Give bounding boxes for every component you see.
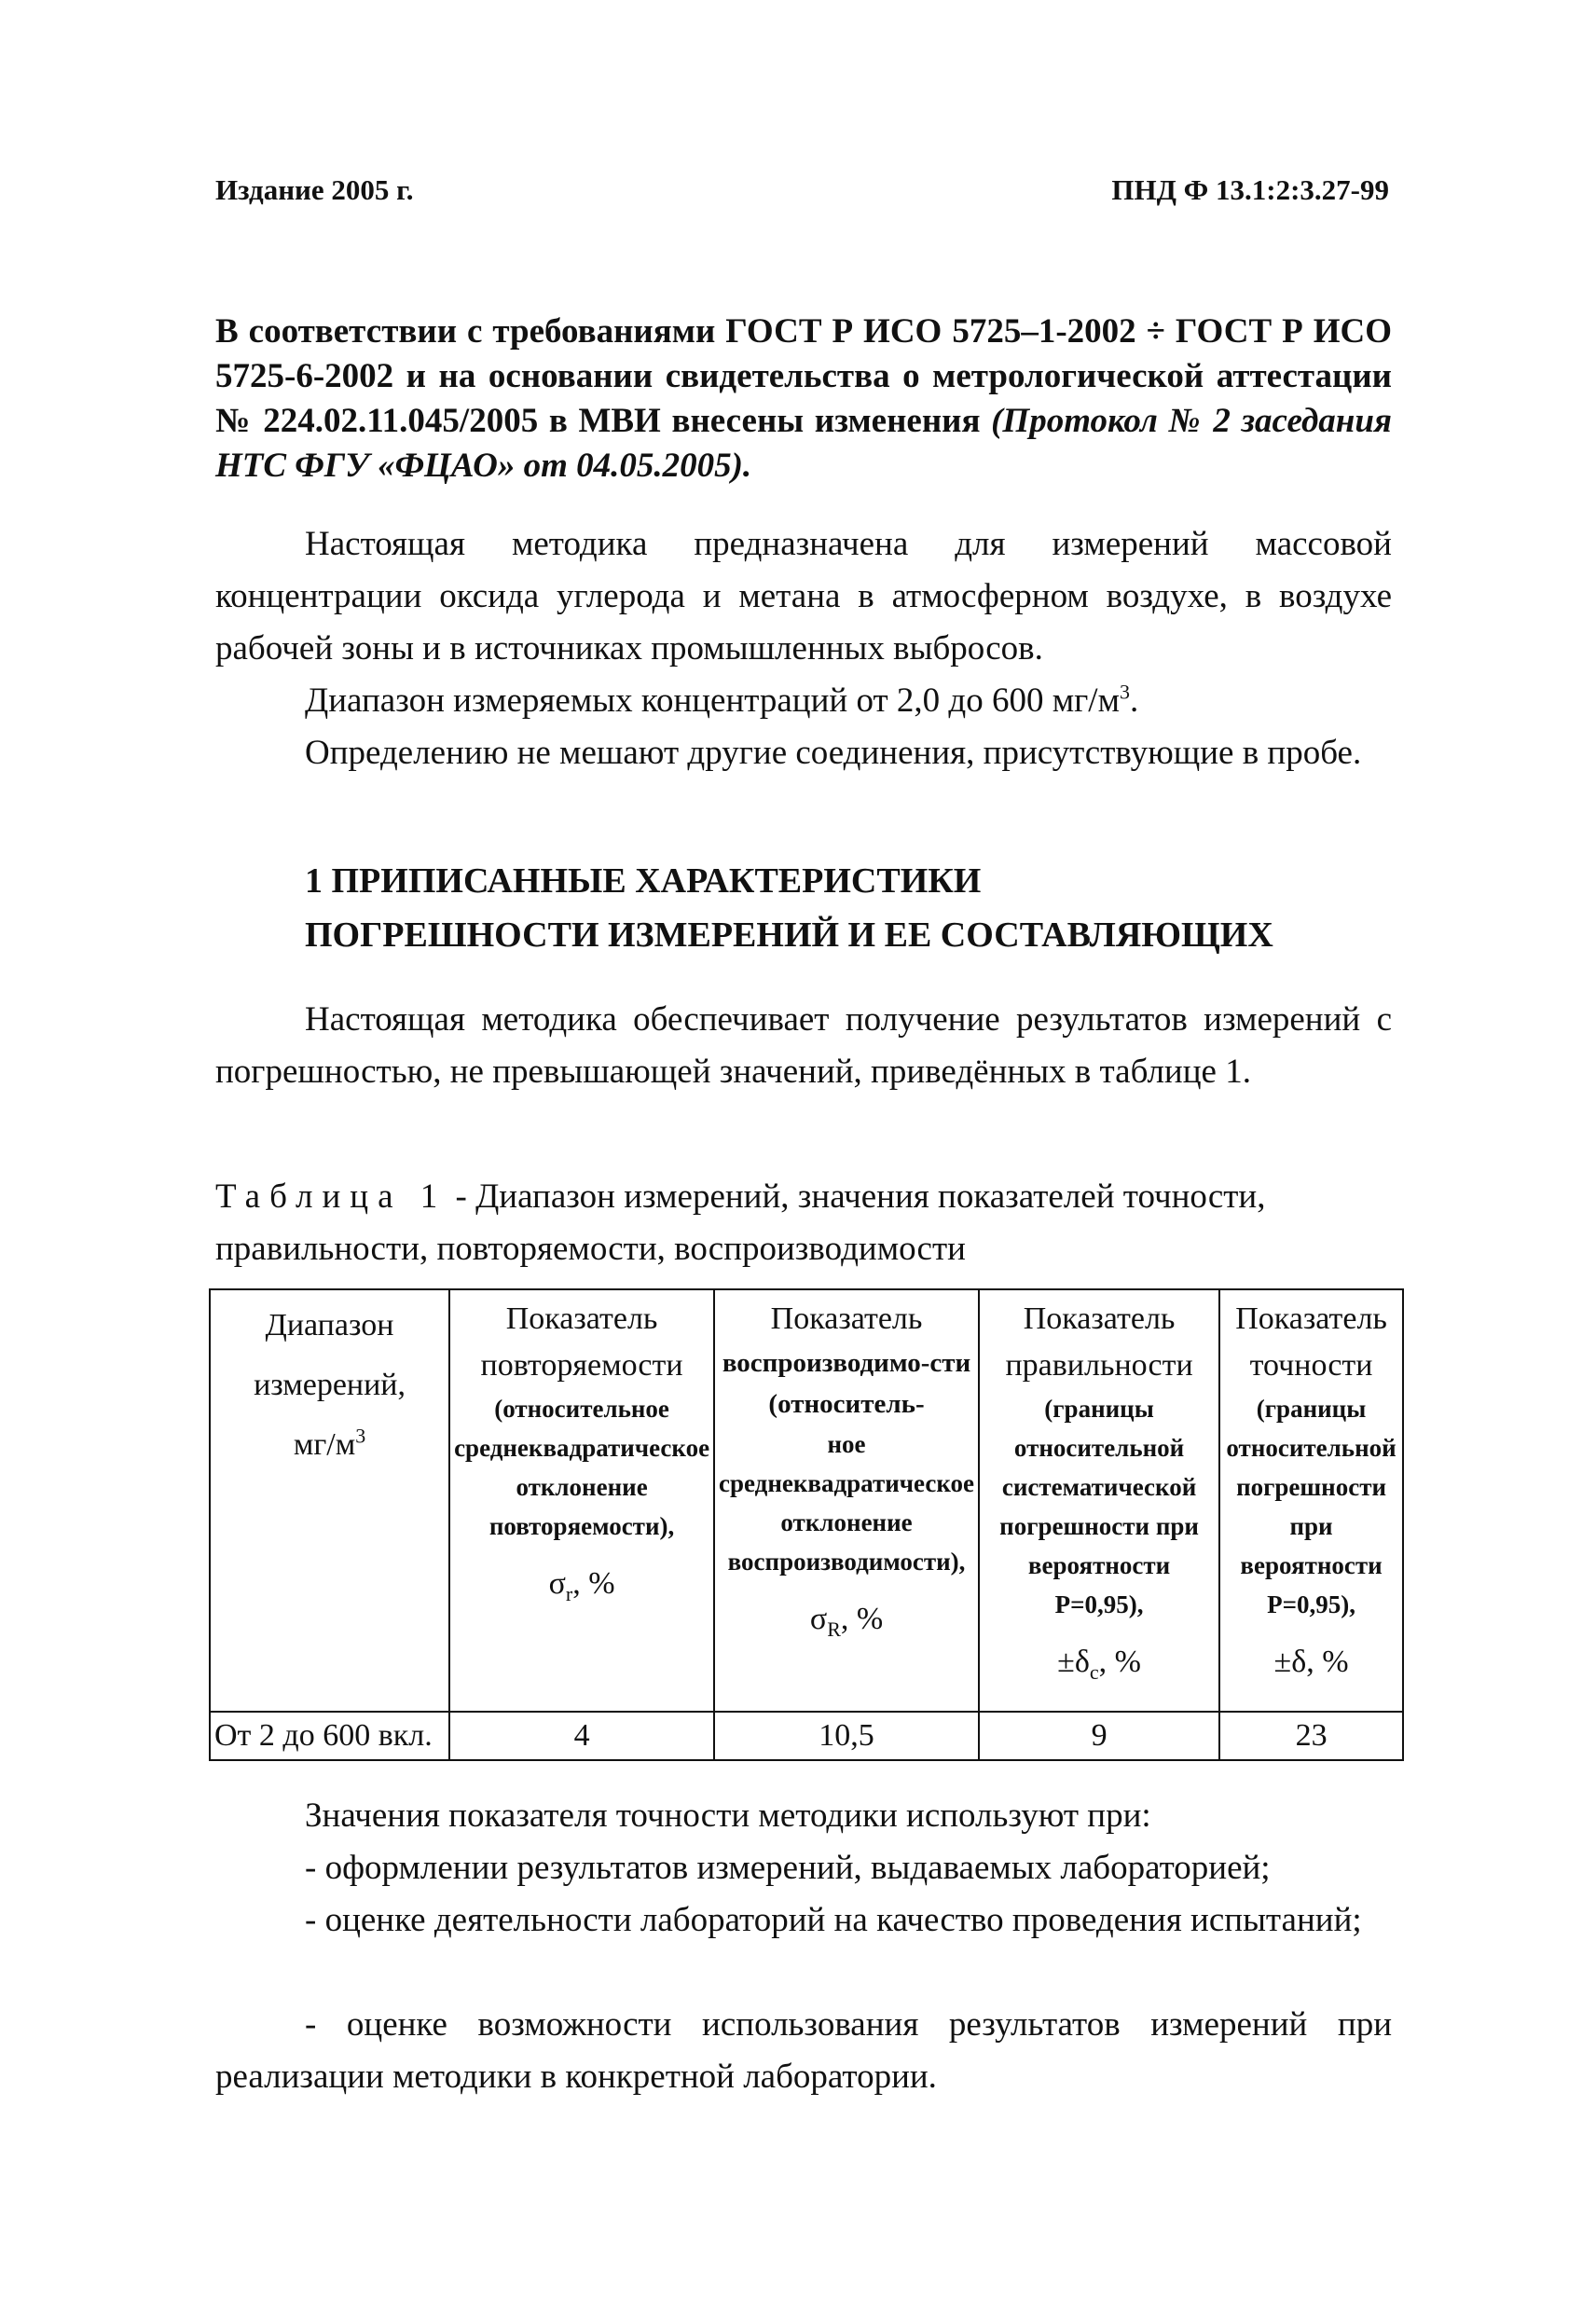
usage-item-1: - оформлении результатов измерений, выдаваемых лабораторией;	[305, 1849, 1271, 1887]
section-1-paragraph: Настоящая методика обеспечивает получение результатов измерений с погрешностью, не превышающей значений, приведённых в таблице 1.	[215, 1000, 1392, 1091]
header-range-line2: измерений,	[254, 1368, 406, 1402]
table-1-header-row	[210, 1289, 1403, 1712]
section-1-heading-line2: ПОГРЕШНОСТИ ИЗМЕРЕНИЙ И ЕЕ СОСТАВЛЯЮЩИХ	[305, 916, 1273, 955]
header-accuracy-symbol	[1224, 1639, 1398, 1696]
header-reproducibility-line2: воспроизводимо-сти (относитель-	[722, 1348, 971, 1419]
header-repeatability-symbol	[454, 1561, 709, 1618]
range-text: Диапазон измеряемых концентраций от 2,0 до 600 мг/м	[305, 682, 1120, 720]
header-reproducibility-detail: ное среднеквадратическое отклонение воспроизводимости),	[719, 1430, 975, 1576]
header-range-line1: Диапазон	[265, 1308, 394, 1342]
header-range	[210, 1289, 449, 1712]
table-1-caption-label: Таблица 1	[215, 1177, 447, 1216]
percent-unit: , %	[1098, 1645, 1141, 1679]
table-cell-trueness: 9	[979, 1712, 1219, 1760]
header-reproducibility-line1: Показатель	[770, 1301, 923, 1336]
header-accuracy-detail: (границы относительной погрешности при вероятности Р=0,95),	[1226, 1395, 1396, 1618]
table-1	[209, 1288, 1404, 1761]
amendment-text: В соответствии с требованиями ГОСТ Р ИСО 5725–1-2002 ÷ ГОСТ Р ИСО 5725-6-2002 и на основании свидетельства о метрологической аттестации № 224.02.11.045/2005 в МВИ внесены изменения	[215, 312, 1392, 440]
sigma-sub: r	[565, 1581, 573, 1605]
range-sup: 3	[1120, 680, 1130, 704]
table-cell-repeatability: 4	[449, 1712, 714, 1760]
header-accuracy-line2: точности	[1249, 1348, 1373, 1383]
header-reproducibility-symbol	[719, 1596, 974, 1653]
section-1-heading-line1: 1 ПРИПИСАННЫЕ ХАРАКТЕРИСТИКИ	[305, 861, 982, 901]
table-1-caption	[215, 1171, 1392, 1275]
table-cell-reproducibility: 10,5	[714, 1712, 979, 1760]
percent-unit: , %	[1306, 1645, 1349, 1679]
header-trueness-symbol	[984, 1639, 1215, 1696]
header-trueness	[979, 1289, 1219, 1712]
header-range-unit-sup: 3	[355, 1424, 366, 1448]
header-repeatability-line2: повторяемости	[480, 1348, 683, 1383]
header-repeatability-line1: Показатель	[505, 1301, 658, 1336]
table-row	[210, 1712, 1403, 1760]
header-range-unit-text: мг/м	[293, 1427, 356, 1462]
amendment-notice	[215, 310, 1392, 489]
sigma-symbol: σ	[548, 1566, 566, 1601]
header-trueness-detail: (границы относительной систематической погрешности при вероятности Р=0,95),	[999, 1395, 1199, 1618]
header-accuracy-line1: Показатель	[1235, 1301, 1387, 1336]
sigma-sub: R	[827, 1617, 841, 1641]
usage-item-2: - оценке деятельности лабораторий на качество проведения испытаний;	[305, 1901, 1362, 1939]
edition-label: Издание 2005 г.	[215, 173, 414, 206]
document-code: ПНД Ф 13.1:2:3.27-99	[1111, 173, 1389, 206]
header-reproducibility	[714, 1289, 979, 1712]
delta-sub: c	[1089, 1659, 1099, 1684]
table-cell-range: От 2 до 600 вкл.	[210, 1712, 449, 1760]
header-repeatability	[449, 1289, 714, 1712]
percent-unit: , %	[572, 1566, 615, 1601]
table-1-caption-text: - Диапазон измерений, значения показателей точности, правильности, повторяемости, воспроизводимости	[215, 1177, 1266, 1268]
range-end: .	[1130, 682, 1139, 720]
header-repeatability-detail: (относительное среднеквадратическое отклонение повторяемости),	[454, 1395, 710, 1540]
usage-item-3: - оценке возможности использования результатов измерений при реализации методики в конкретной лаборатории.	[215, 2005, 1392, 2096]
header-trueness-line1: Показатель	[1023, 1301, 1176, 1336]
intro-paragraph-range	[215, 675, 1392, 727]
percent-unit: , %	[840, 1602, 884, 1636]
intro-paragraph-purpose: Настоящая методика предназначена для измерений массовой концентрации оксида углерода и метана в атмосферном воздухе, в воздухе рабочей зоны и в источниках промышленных выбросов.	[215, 525, 1392, 668]
header-range-unit	[214, 1415, 445, 1475]
intro-paragraph-interference: Определению не мешают другие соединения, присутствующие в пробе.	[305, 734, 1362, 772]
table-cell-accuracy: 23	[1219, 1712, 1403, 1760]
delta-symbol: ±δ	[1273, 1645, 1307, 1679]
usage-intro: Значения показателя точности методики используют при:	[305, 1797, 1151, 1835]
protocol-reference: (Протокол № 2 заседания НТС ФГУ «ФЦАО» от 04.05.2005).	[215, 402, 1392, 485]
header-trueness-line2: правильности	[1005, 1348, 1193, 1383]
header-accuracy	[1219, 1289, 1403, 1712]
delta-symbol: ±δ	[1057, 1645, 1090, 1679]
sigma-symbol: σ	[809, 1602, 828, 1636]
section-1-heading	[305, 854, 1273, 962]
